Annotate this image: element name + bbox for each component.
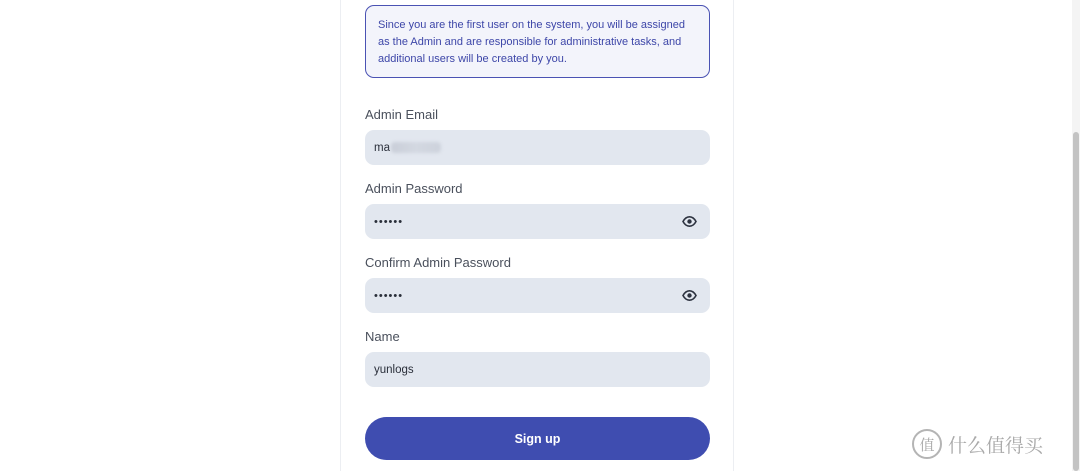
first-user-notice (365, 5, 710, 78)
eye-icon[interactable] (681, 288, 697, 304)
name-field[interactable] (365, 352, 710, 387)
admin-email-field[interactable] (365, 130, 710, 165)
page-scrollbar-track[interactable] (1072, 0, 1080, 471)
name-value: yunlogs (374, 363, 414, 376)
sign-up-button[interactable]: Sign up (365, 417, 710, 460)
eye-icon[interactable] (681, 214, 697, 230)
email-redaction-blur (391, 142, 441, 153)
site-watermark (912, 426, 1043, 462)
name-label: Name (365, 329, 400, 344)
admin-email-value: ma (374, 141, 390, 154)
watermark-logo-icon: 值 (912, 429, 942, 459)
confirm-password-label: Confirm Admin Password (365, 255, 511, 270)
confirm-password-field[interactable] (365, 278, 710, 313)
admin-password-field[interactable] (365, 204, 710, 239)
admin-password-value: •••••• (374, 215, 404, 228)
admin-password-label: Admin Password (365, 181, 463, 196)
admin-email-label: Admin Email (365, 107, 438, 122)
confirm-password-value: •••••• (374, 289, 404, 302)
notice-text: Since you are the first user on the system, you will be assigned as the Admin and are responsible for administrative tasks, and additional users will be created by you. (378, 19, 685, 65)
page-scrollbar-thumb[interactable] (1073, 132, 1079, 471)
watermark-text: 什么值得买 (948, 434, 1044, 457)
